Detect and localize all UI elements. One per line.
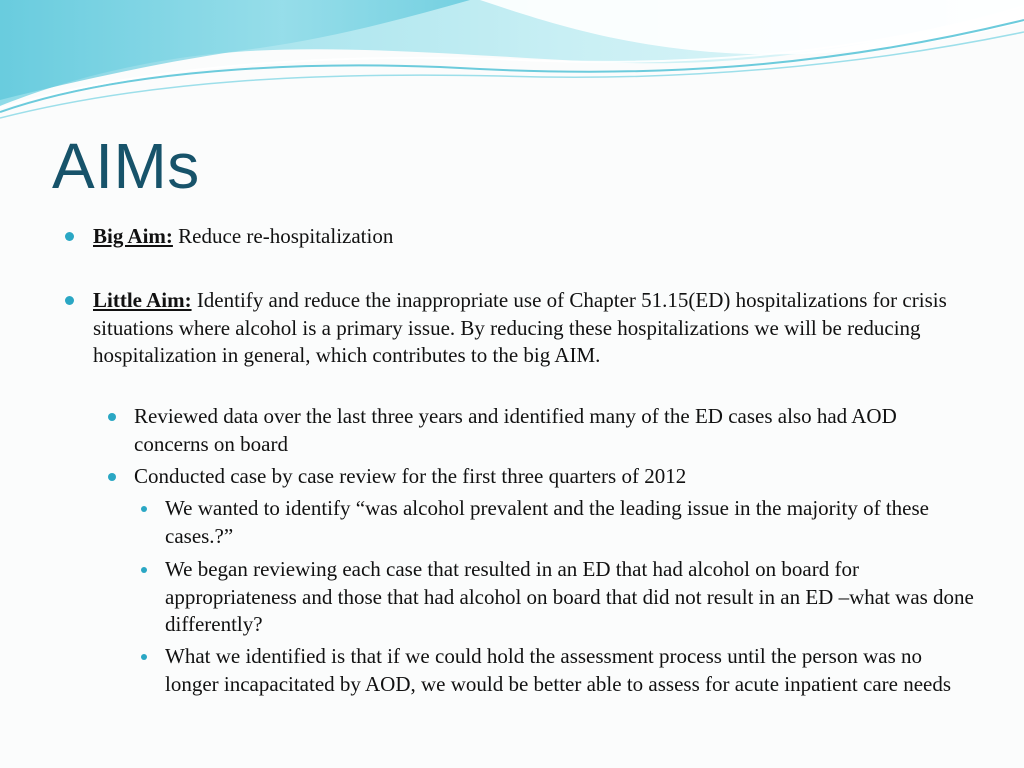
sub-bullet-text: Conducted case by case review for the first three quarters of 2012: [134, 464, 687, 488]
bullet-dot: [141, 654, 147, 660]
big-aim-label: Big Aim:: [93, 224, 173, 248]
subsub-bullet-identified: [165, 643, 975, 698]
little-aim-text: Identify and reduce the inappropriate use of Chapter 51.15(ED) hospitalizations for crisis situations where alcohol is a primary issue. By reducing these hospitalizations we will be reducing hospitalization in general, which contributes to the big AIM.: [93, 288, 947, 367]
subsub-bullet-reviewing: [165, 556, 975, 639]
header-wave-banner: [0, 0, 1024, 130]
big-aim-text: Reduce re-hospitalization: [172, 224, 394, 248]
little-aim-label: Little Aim:: [93, 288, 192, 312]
subsub-bullet-identify: [165, 495, 975, 550]
bullet-dot: [108, 413, 116, 421]
bullet-little-aim: [93, 287, 973, 370]
bullet-dot: [141, 506, 147, 512]
bullet-dot: [141, 567, 147, 573]
bullet-big-aim: [93, 223, 973, 251]
sub-bullet-reviewed-data: [134, 403, 974, 458]
subsub-bullet-text: We wanted to identify “was alcohol prevalent and the leading issue in the majority of these cases.?”: [165, 496, 929, 548]
bullet-dot: [108, 473, 116, 481]
subsub-bullet-text: What we identified is that if we could hold the assessment process until the person was no longer incapacitated by AOD, we would be better able to assess for acute inpatient care needs: [165, 644, 952, 696]
subsub-bullet-text: We began reviewing each case that resulted in an ED that had alcohol on board for appropriateness and those that had alcohol on board that did not result in an ED –what was done differently?: [165, 557, 974, 636]
bullet-dot: [65, 232, 74, 241]
sub-bullet-text: Reviewed data over the last three years and identified many of the ED cases also had AOD concerns on board: [134, 404, 897, 456]
bullet-dot: [65, 296, 74, 305]
sub-bullet-case-review: [134, 463, 974, 491]
slide-title: AIMs: [52, 130, 200, 202]
